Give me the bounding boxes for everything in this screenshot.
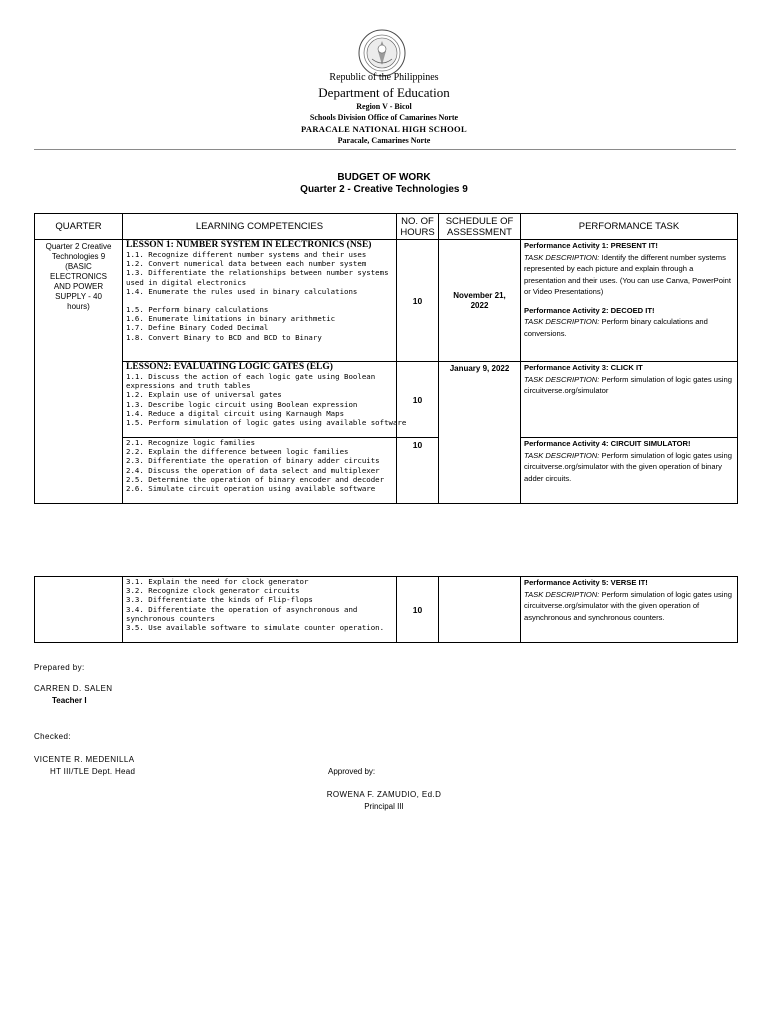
list-item: 3.3. Differentiate the kinds of Flip-flops [126, 595, 313, 605]
list-item: 3.4. Differentiate the operation of asynchronous and [126, 604, 358, 614]
lesson2b-tasks [521, 438, 738, 504]
pa5-desc: Perform simulation of logic gates using circuitverse.org/simulator with the given operation of asynchronous and synchronous counters. [524, 589, 732, 622]
pa5-title: Performance Activity 5: VERSE IT! [524, 578, 648, 587]
lesson2-schedule: January 9, 2022 [439, 362, 521, 504]
empty-quarter-cell [35, 577, 123, 643]
lesson1-schedule: November 21, 2022 [439, 240, 521, 362]
list-item: 1.2. Explain use of universal gates [126, 390, 282, 400]
school-line: PARACALE NATIONAL HIGH SCHOOL [301, 124, 467, 134]
list-item: 1.4. Reduce a digital circuit using Karnaugh Maps [126, 408, 345, 418]
col-schedule: SCHEDULE OF ASSESSMENT [439, 214, 521, 240]
pa1-desc: Identify the different number systems represented by each picture and explain through a presentation and their uses. (You can use Canva, PowerPoint or Video Presentations) [524, 252, 731, 296]
lesson2-hours: 10 [397, 362, 439, 438]
list-item: 2.2. Explain the difference between logic families [126, 447, 349, 457]
republic-line: Republic of the Philippines [329, 72, 439, 83]
lesson1-title: LESSON 1: NUMBER SYSTEM IN ELECTRONICS (NSE) [126, 240, 372, 250]
checked-name: VICENTE R. MEDENILLA [34, 755, 135, 764]
table-row [35, 438, 738, 504]
list-item: 2.4. Discuss the operation of data select and multiplexer [126, 465, 380, 475]
pa5-label: TASK DESCRIPTION: [524, 589, 600, 599]
list-item: 3.1. Explain the need for clock generator [126, 577, 309, 586]
checked-position: HT III/TLE Dept. Head [50, 767, 136, 776]
lesson3-hours: 10 [397, 577, 439, 643]
list-item: 1.6. Enumerate limitations in binary arithmetic [126, 314, 336, 324]
list-item: 1.1. Recognize different number systems and their uses [126, 250, 367, 259]
table-row [35, 240, 738, 362]
list-item: 2.1. Recognize logic families [126, 438, 256, 447]
list-item: 1.2. Convert numerical data between each number system [126, 259, 367, 269]
division-line: Schools Division Office of Camarines Norte [309, 113, 459, 122]
prepared-label: Prepared by: [34, 663, 85, 672]
lesson2b-hours: 10 [397, 438, 439, 504]
list-item: 2.5. Determine the operation of binary encoder and decoder [126, 474, 385, 484]
approved-label: Approved by: [328, 767, 376, 776]
list-item: 1.4. Enumerate the rules used in binary calculations [126, 286, 358, 296]
region-line: Region V - Bicol [356, 102, 412, 111]
lesson1-hours: 10 [397, 240, 439, 362]
col-hours: NO. OF HOURS [397, 214, 439, 240]
checked-label: Checked: [34, 732, 71, 741]
header-divider [34, 149, 736, 150]
pa3-desc: Perform simulation of logic gates using circuitverse.org/simulator [524, 374, 732, 395]
lesson1-cell [123, 240, 397, 362]
pa1-label: TASK DESCRIPTION: [524, 252, 600, 262]
lesson2b-cell [123, 438, 397, 504]
location-line: Paracale, Camarines Norte [337, 136, 431, 145]
budget-table-continued [34, 576, 738, 643]
list-item: 1.8. Convert Binary to BCD and BCD to Binary [126, 332, 322, 342]
quarter-cell: Quarter 2 Creative Technologies 9 (BASIC ELECTRONICS AND POWER SUPPLY - 40 hours) [35, 240, 123, 504]
deped-seal-icon [358, 29, 406, 77]
list-item: 3.5. Use available software to simulate counter operation. [126, 623, 385, 633]
list-item: 1.3. Differentiate the relationships between number systems [126, 268, 389, 278]
list-item: 1.3. Describe logic circuit using Boolean expression [126, 399, 358, 409]
list-item: 1.1. Discuss the action of each logic gate using Boolean [126, 372, 376, 381]
pa4-title: Performance Activity 4: CIRCUIT SIMULATOR! [524, 439, 691, 448]
table-row [35, 577, 738, 643]
approved-name: ROWENA F. ZAMUDIO, Ed.D [326, 790, 442, 799]
pa3-label: TASK DESCRIPTION: [524, 374, 600, 384]
col-quarter: QUARTER [35, 214, 123, 240]
list-item: 2.6. Simulate circuit operation using available software [126, 484, 376, 494]
prepared-position: Teacher I [52, 696, 87, 705]
list-item: 1.5. Perform binary calculations [126, 305, 269, 315]
budget-table [34, 213, 738, 504]
lesson3-tasks [521, 577, 738, 643]
pa2-title: Performance Activity 2: DECOED IT! [524, 305, 655, 315]
pa3-title: Performance Activity 3: CLICK IT [524, 363, 643, 372]
pa2-desc: Perform binary calculations and conversions. [524, 317, 708, 338]
pa4-desc: Perform simulation of logic gates using circuitverse.org/simulator with the given operation of binary adder circuits. [524, 450, 732, 483]
lesson2-cell [123, 362, 407, 438]
col-task: PERFORMANCE TASK [521, 214, 738, 240]
list-item: 1.5. Perform simulation of logic gates using available software [126, 418, 407, 428]
lesson2-tasks [521, 362, 738, 438]
approved-position: Principal III [364, 802, 404, 811]
pa1-title: Performance Activity 1: PRESENT IT! [524, 241, 658, 250]
doc-subtitle: Quarter 2 - Creative Technologies 9 [300, 184, 468, 195]
list-item: 3.2. Recognize clock generator circuits [126, 586, 300, 596]
lesson2-title: LESSON2: EVALUATING LOGIC GATES (ELG) [126, 362, 333, 372]
doc-title: BUDGET OF WORK [337, 172, 431, 183]
list-item: 2.3. Differentiate the operation of binary adder circuits [126, 456, 380, 466]
department-line: Department of Education [318, 85, 450, 100]
pa4-label: TASK DESCRIPTION: [524, 450, 600, 460]
list-item: synchronous counters [126, 613, 215, 623]
prepared-name: CARREN D. SALEN [34, 684, 113, 693]
pa2-label: TASK DESCRIPTION: [524, 317, 600, 326]
table-row [35, 362, 738, 438]
lesson3-cell [123, 577, 397, 643]
list-item: used in digital electronics [126, 277, 247, 287]
list-item: 1.7. Define Binary Coded Decimal [126, 323, 269, 333]
lesson1-tasks [521, 240, 738, 362]
col-competencies: LEARNING COMPETENCIES [123, 214, 397, 240]
empty-schedule-cell [439, 577, 521, 643]
table-header-row [35, 214, 738, 240]
list-item: expressions and truth tables [126, 381, 251, 391]
